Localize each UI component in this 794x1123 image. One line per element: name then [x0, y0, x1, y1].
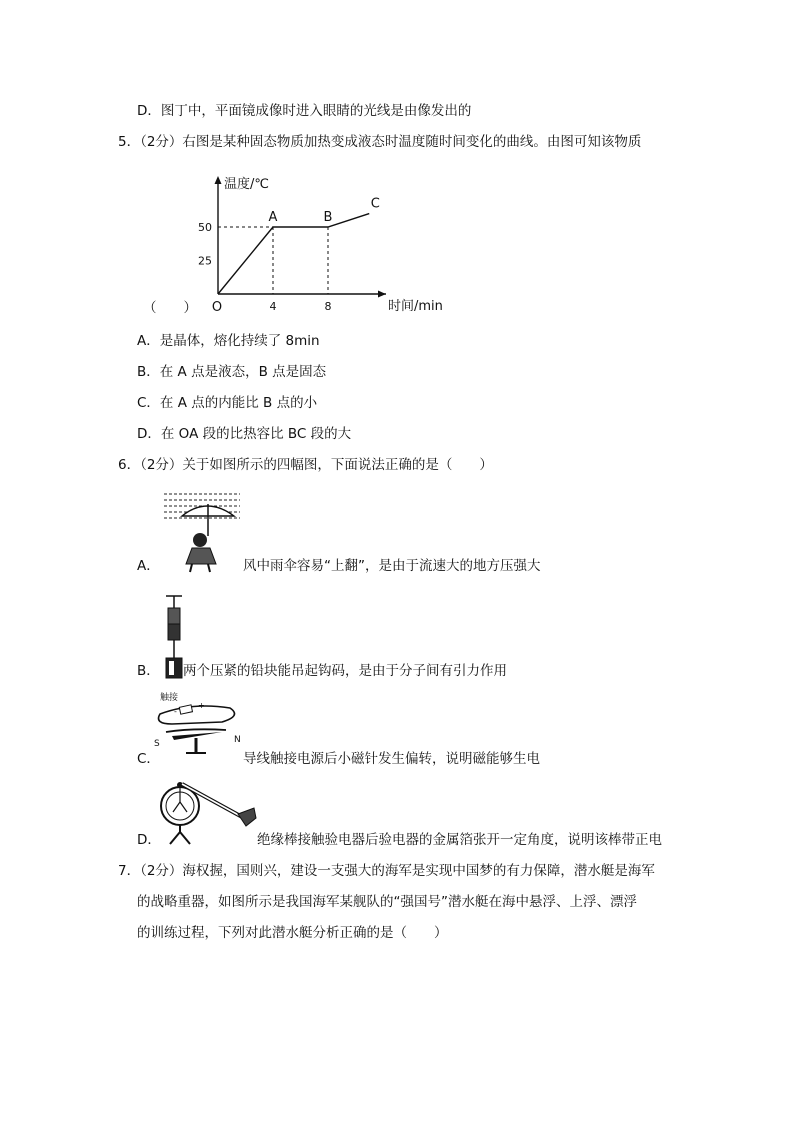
- temperature-line: [218, 214, 369, 294]
- y-tick-label-1: 25: [198, 254, 212, 268]
- wire-compass-figure: [152, 690, 242, 756]
- q6-option-d-text[interactable]: 绝缘棒接触验电器后验电器的金属箔张开一定角度，说明该棒带正电: [257, 832, 662, 848]
- s-pole-label: S: [154, 739, 160, 749]
- q6-option-b-letter[interactable]: B．: [137, 663, 160, 679]
- x-axis-arrow: [378, 291, 386, 298]
- touch-label: 触接: [160, 693, 179, 703]
- x-tick-label-1: 4: [269, 300, 277, 313]
- x-axis-label: 时间/min: [388, 299, 443, 314]
- q6-option-c-letter[interactable]: C．: [137, 751, 160, 767]
- q5-option-c[interactable]: C．在 A 点的内能比 B 点的小: [137, 395, 318, 411]
- minus-label: -: [174, 707, 177, 716]
- q5-stem: 5．（2分）右图是某种固态物质加热变成液态时温度随时间变化的曲线。由图可知该物质: [118, 134, 642, 150]
- origin-label: O: [211, 300, 223, 315]
- point-label-c: C: [370, 196, 380, 212]
- temperature-time-chart: [190, 168, 460, 318]
- q7-line-1: 7．（2分）海权握，国则兴，建设一支强大的海军是实现中国梦的有力保障，潜水艇是海军: [118, 863, 655, 879]
- x-tick-label-2: 8: [324, 300, 332, 313]
- q5-option-a[interactable]: A．是晶体，熔化持续了 8min: [137, 333, 320, 349]
- q4-option-d: D．图丁中，平面镜成像时进入眼睛的光线是由像发出的: [137, 103, 472, 119]
- q5-paren: （ ）: [143, 300, 197, 316]
- q6-option-b-text[interactable]: 两个压紧的铅块能吊起钩码，是由于分子间有引力作用: [183, 663, 507, 679]
- y-axis-label: 温度/℃: [224, 177, 269, 192]
- electroscope-figure: [156, 778, 260, 848]
- y-axis-arrow: [215, 176, 222, 184]
- q6-option-a-letter[interactable]: A．: [137, 558, 160, 574]
- q5-option-b[interactable]: B．在 A 点是液态，B 点是固态: [137, 364, 327, 380]
- umbrella-wind-figure: [162, 490, 242, 574]
- q6-option-c-text[interactable]: 导线触接电源后小磁针发生偏转，说明磁能够生电: [243, 751, 540, 767]
- q6-stem: 6．（2分）关于如图所示的四幅图，下面说法正确的是（ ）: [118, 457, 493, 473]
- plus-label: +: [198, 701, 205, 710]
- q6-option-a-text[interactable]: 风中雨伞容易“上翻”，是由于流速大的地方压强大: [243, 558, 541, 574]
- q7-line-2: 的战略重器，如图所示是我国海军某舰队的“强国号”潜水艇在海中悬浮、上浮、漂浮: [137, 894, 637, 910]
- y-tick-label-2: 50: [198, 221, 212, 234]
- q6-option-d-letter[interactable]: D．: [137, 832, 161, 848]
- point-label-a: A: [268, 210, 278, 225]
- q7-line-3: 的训练过程，下列对此潜水艇分析正确的是（ ）: [137, 925, 448, 941]
- q5-option-d[interactable]: D．在 OA 段的比热容比 BC 段的大: [137, 426, 352, 442]
- n-pole-label: N: [234, 735, 241, 745]
- point-label-b: B: [323, 210, 333, 225]
